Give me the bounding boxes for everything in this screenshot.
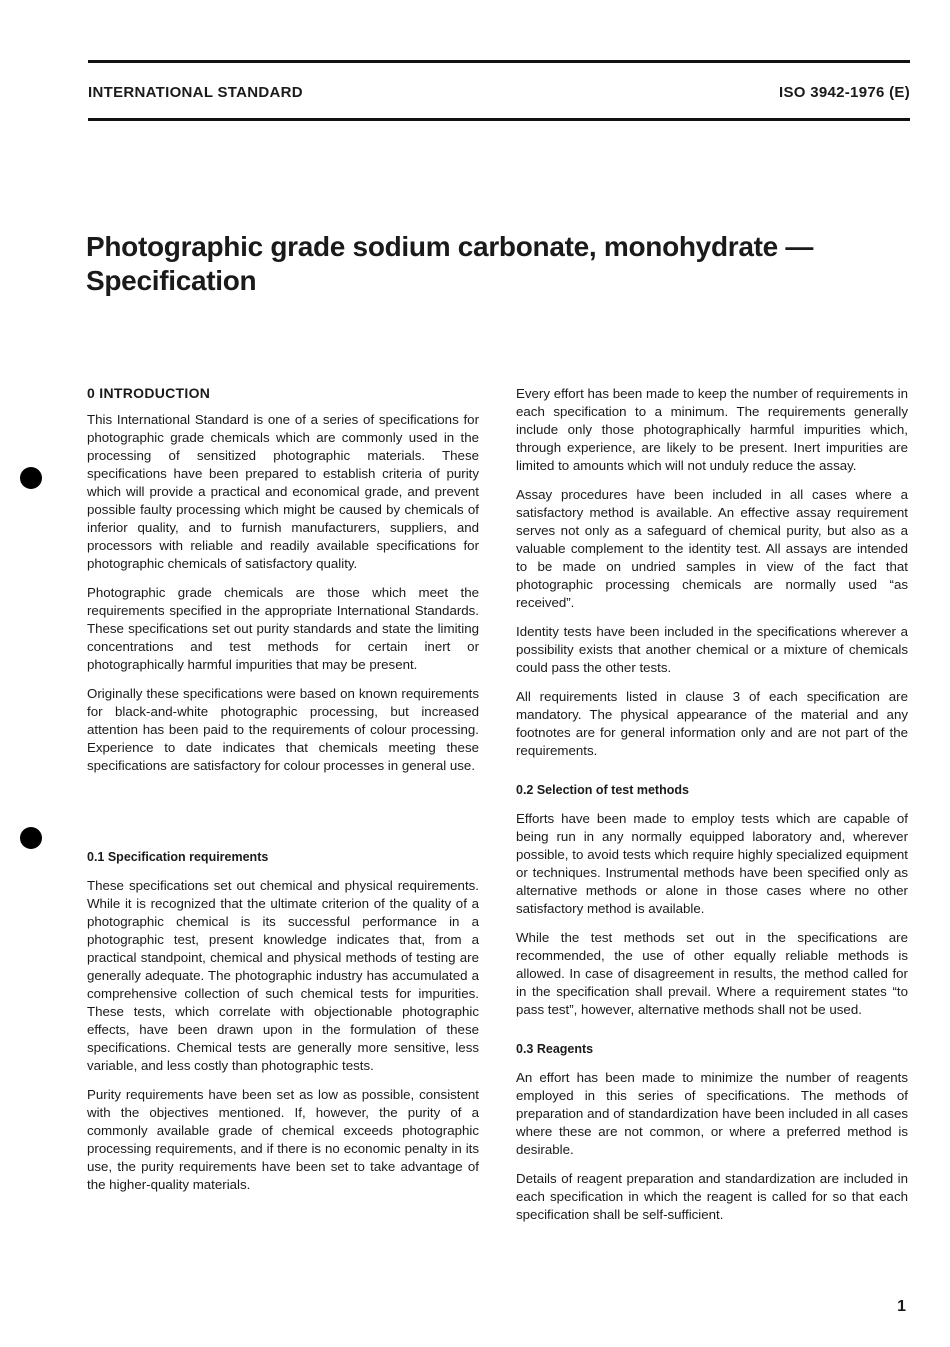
paragraph: Identity tests have been included in the specifications wherever a possibility exists that another chemical or a mixture of chemicals could pass the other tests. <box>516 624 908 675</box>
paragraph: This International Standard is one of a series of specifications for photographic grade chemicals which are commonly used in the processing of sensitized photographic materials. These specifications have been prepared to establish criteria of purity which will provide a practical and economical grade, and prevent possible faulty processing which might be caused by chemicals of inferior quality, and to furnish manufacturers, suppliers, and processors with reliable and readily available specifications for photographic chemicals of satisfactory quality. <box>87 412 479 571</box>
paragraph: Details of reagent preparation and standardization are included in each specification in which the reagent is called for so that each specification shall be self-sufficient. <box>516 1171 908 1222</box>
section-heading-0-2: 0.2 Selection of test methods <box>516 783 689 797</box>
paragraph: All requirements listed in clause 3 of each specification are mandatory. The physical appearance of the material and any footnotes are for general information only and are not part of the requirements. <box>516 689 908 758</box>
punch-hole-mark <box>20 467 42 489</box>
header-bottom-rule <box>88 118 910 121</box>
title-line-1: Photographic grade sodium carbonate, monohydrate — <box>86 231 814 262</box>
paragraph: While the test methods set out in the specifications are recommended, the use of other equally reliable methods is allowed. In case of disagreement in results, the method called for in the specification shall prevail. Where a requirement states “to pass test”, however, alternative methods shall not be used. <box>516 930 908 1017</box>
document-type-label: INTERNATIONAL STANDARD <box>88 84 303 101</box>
standard-number: ISO 3942-1976 (E) <box>778 84 910 101</box>
paragraph: Photographic grade chemicals are those which meet the requirements specified in the appropriate International Standards. These specifications set out purity standards and state the limiting concentrations and test methods for certain inert or photographically harmful impurities that may be present. <box>87 585 479 672</box>
page-number: 1 <box>897 1298 906 1315</box>
paragraph: These specifications set out chemical and physical requirements. While it is recognized that the ultimate criterion of the quality of a photographic chemical is its successful performance in a photographic test, present knowledge indicates that, from a practical standpoint, chemical and physical methods of testing are generally adequate. The photographic industry has accumulated a comprehensive collection of such chemical tests for impurities. These tests, which correlate with objectionable photographic effects, have been drawn upon in the formulation of these specifications. Chemical tests are generally more sensitive, less variable, and less costly than photographic tests. <box>87 878 479 1073</box>
paragraph: Originally these specifications were based on known requirements for black-and-white photographic processing, but increased attention has been paid to the requirements of colour processing. Experience to date indicates that chemicals meeting these specifications are satisfactory for colour processes in general use. <box>87 686 479 773</box>
header-top-rule <box>88 60 910 63</box>
left-column <box>87 385 479 1205</box>
right-column <box>516 385 908 1235</box>
section-heading-0-3: 0.3 Reagents <box>516 1042 594 1056</box>
section-heading-0-1: 0.1 Specification requirements <box>87 850 269 864</box>
paragraph: An effort has been made to minimize the number of reagents employed in this series of specifications. The methods of preparation and of standardization have been included in all cases where these are not common, or where a preferred method is desirable. <box>516 1070 908 1157</box>
document-title <box>86 230 886 298</box>
paragraph: Assay procedures have been included in all cases where a satisfactory method is available. An effective assay requirement serves not only as a safeguard of chemical purity, but also as a valuable complement to the identity test. All assays are intended to be made on undried samples in view of the fact that photographic processing chemicals are normally used “as received”. <box>516 487 908 610</box>
paragraph: Efforts have been made to employ tests which are capable of being run in any normally equipped laboratory and, wherever possible, to avoid tests which require highly specialized equipment or techniques. Instrumental methods have been specified only as alternative methods or alone in those cases where no other satisfactory method is available. <box>516 811 908 916</box>
paragraph: Purity requirements have been set as low as possible, consistent with the objectives mentioned. If, however, the purity of a commonly available grade of chemical exceeds photographic processing requirements, and if there is no economic penalty in its use, the purity requirements have been set to take advantage of the higher-quality materials. <box>87 1087 479 1192</box>
introduction-heading: 0 INTRODUCTION <box>87 385 211 401</box>
title-line-2: Specification <box>86 265 257 296</box>
punch-hole-mark <box>20 827 42 849</box>
paragraph: Every effort has been made to keep the number of requirements in each specification to a minimum. The requirements generally include only those photographically harmful impurities which, through experience, are likely to be present. Inert impurities are limited to amounts which will not unduly reduce the assay. <box>516 386 908 473</box>
